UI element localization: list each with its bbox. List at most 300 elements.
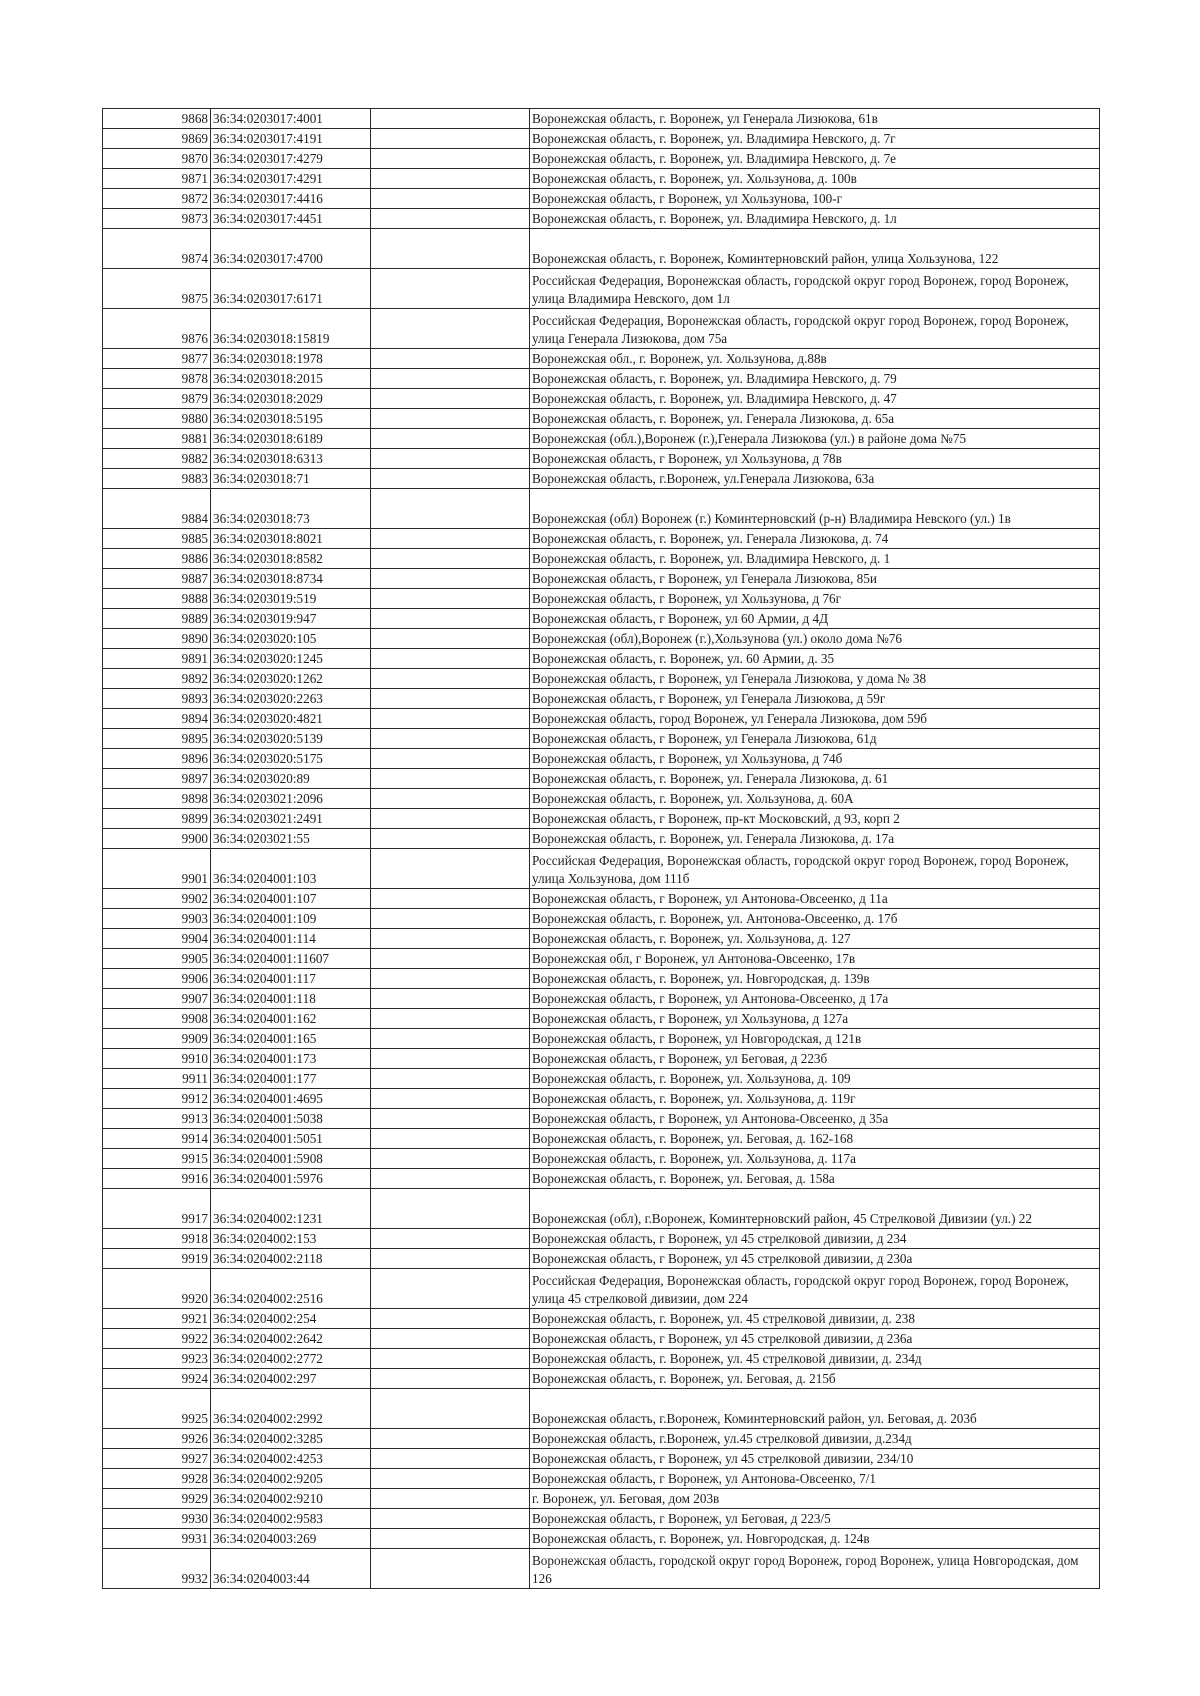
empty-cell [371, 549, 530, 569]
row-number: 9888 [103, 589, 211, 609]
table-row [103, 809, 1100, 829]
table-row [103, 1489, 1100, 1509]
cadastral-number: 36:34:0204001:4695 [211, 1089, 371, 1109]
cadastral-number: 36:34:0204001:117 [211, 969, 371, 989]
empty-cell [371, 189, 530, 209]
cadastral-number: 36:34:0203018:15819 [211, 309, 371, 349]
address: Воронежская область, г. Воронеж, ул. Хользунова, д. 109 [530, 1069, 1100, 1089]
address: Воронежская область, г. Воронеж, ул. Генерала Лизюкова, д. 74 [530, 529, 1100, 549]
cadastral-number: 36:34:0203018:6189 [211, 429, 371, 449]
cadastral-number: 36:34:0203020:5139 [211, 729, 371, 749]
row-number: 9920 [103, 1269, 211, 1309]
address: Воронежская (обл), г.Воронеж, Коминтерновский район, 45 Стрелковой Дивизии (ул.) 22 [530, 1189, 1100, 1229]
empty-cell [371, 909, 530, 929]
cadastral-number: 36:34:0203018:8582 [211, 549, 371, 569]
cadastral-number: 36:34:0203017:4451 [211, 209, 371, 229]
row-number: 9901 [103, 849, 211, 889]
empty-cell [371, 1489, 530, 1509]
address: Воронежская область, г. Воронеж, ул. Беговая, д. 158а [530, 1169, 1100, 1189]
empty-cell [371, 889, 530, 909]
cadastral-number: 36:34:0203020:1262 [211, 669, 371, 689]
address: Воронежская область, г Воронеж, ул 45 стрелковой дивизии, д 234 [530, 1229, 1100, 1249]
cadastral-number: 36:34:0203017:4279 [211, 149, 371, 169]
address: Воронежская область, г Воронеж, ул 60 Армии, д 4Д [530, 609, 1100, 629]
table-row [103, 269, 1100, 309]
empty-cell [371, 1189, 530, 1229]
empty-cell [371, 429, 530, 449]
address: Воронежская область, г Воронеж, ул Генерала Лизюкова, 85и [530, 569, 1100, 589]
table-row [103, 1509, 1100, 1529]
cadastral-number: 36:34:0203019:519 [211, 589, 371, 609]
cadastral-number: 36:34:0204001:114 [211, 929, 371, 949]
row-number: 9921 [103, 1309, 211, 1329]
empty-cell [371, 1369, 530, 1389]
address: Воронежская область, г Воронеж, ул Генерала Лизюкова, д 59г [530, 689, 1100, 709]
empty-cell [371, 409, 530, 429]
row-number: 9871 [103, 169, 211, 189]
table-row [103, 549, 1100, 569]
table-row [103, 1329, 1100, 1349]
cadastral-number: 36:34:0203021:2491 [211, 809, 371, 829]
cadastral-number: 36:34:0204002:2642 [211, 1329, 371, 1349]
table-row [103, 949, 1100, 969]
address: Воронежская область, г. Воронеж, Коминтерновский район, улица Хользунова, 122 [530, 229, 1100, 269]
table-row [103, 209, 1100, 229]
address: Воронежская область, г. Воронеж, ул Генерала Лизюкова, 61в [530, 109, 1100, 129]
cadastral-number: 36:34:0203017:4191 [211, 129, 371, 149]
address: Воронежская область, г Воронеж, ул Антонова-Овсеенко, д 11а [530, 889, 1100, 909]
table-row [103, 389, 1100, 409]
empty-cell [371, 1509, 530, 1529]
cadastral-number: 36:34:0204001:173 [211, 1049, 371, 1069]
cadastral-number: 36:34:0204001:165 [211, 1029, 371, 1049]
row-number: 9915 [103, 1149, 211, 1169]
cadastral-number: 36:34:0204002:2516 [211, 1269, 371, 1309]
empty-cell [371, 969, 530, 989]
table-row [103, 1449, 1100, 1469]
row-number: 9890 [103, 629, 211, 649]
empty-cell [371, 689, 530, 709]
empty-cell [371, 1069, 530, 1089]
table-row [103, 1369, 1100, 1389]
empty-cell [371, 169, 530, 189]
empty-cell [371, 149, 530, 169]
address: Воронежская (обл.),Воронеж (г.),Генерала Лизюкова (ул.) в районе дома №75 [530, 429, 1100, 449]
cadastral-number: 36:34:0203018:6313 [211, 449, 371, 469]
cadastral-number: 36:34:0204002:2118 [211, 1249, 371, 1269]
empty-cell [371, 209, 530, 229]
row-number: 9918 [103, 1229, 211, 1249]
table-row [103, 929, 1100, 949]
cadastral-number: 36:34:0203018:1978 [211, 349, 371, 369]
row-number: 9905 [103, 949, 211, 969]
cadastral-number: 36:34:0203018:8021 [211, 529, 371, 549]
address: Воронежская (обл),Воронеж (г.),Хользунова (ул.) около дома №76 [530, 629, 1100, 649]
cadastral-number: 36:34:0203021:55 [211, 829, 371, 849]
table-row [103, 689, 1100, 709]
row-number: 9926 [103, 1429, 211, 1449]
table-row [103, 1029, 1100, 1049]
address: Воронежская область, г. Воронеж, ул. Владимира Невского, д. 7е [530, 149, 1100, 169]
table-row [103, 149, 1100, 169]
empty-cell [371, 1089, 530, 1109]
cadastral-number: 36:34:0203020:89 [211, 769, 371, 789]
cadastral-number: 36:34:0204002:9583 [211, 1509, 371, 1529]
empty-cell [371, 469, 530, 489]
table-row [103, 129, 1100, 149]
address: Воронежская область, г Воронеж, ул Хользунова, д 74б [530, 749, 1100, 769]
cadastral-number: 36:34:0203017:4001 [211, 109, 371, 129]
table-row [103, 1469, 1100, 1489]
table-row [103, 729, 1100, 749]
address: Воронежская область, г. Воронеж, ул. Хользунова, д. 60А [530, 789, 1100, 809]
row-number: 9879 [103, 389, 211, 409]
empty-cell [371, 1229, 530, 1249]
table-row [103, 589, 1100, 609]
address: Воронежская (обл) Воронеж (г.) Коминтерновский (р-н) Владимира Невского (ул.) 1в [530, 489, 1100, 529]
address: Российская Федерация, Воронежская область, городской округ город Воронеж, город Воронеж, улица Владимира Невского, дом 1л [530, 269, 1100, 309]
table-row [103, 1189, 1100, 1229]
empty-cell [371, 1429, 530, 1449]
empty-cell [371, 569, 530, 589]
row-number: 9885 [103, 529, 211, 549]
cadastral-number: 36:34:0204001:5976 [211, 1169, 371, 1189]
empty-cell [371, 809, 530, 829]
cadastral-number: 36:34:0203018:71 [211, 469, 371, 489]
row-number: 9880 [103, 409, 211, 429]
empty-cell [371, 1169, 530, 1189]
address: Воронежская область, г Воронеж, ул 45 стрелковой дивизии, 234/10 [530, 1449, 1100, 1469]
empty-cell [371, 629, 530, 649]
row-number: 9894 [103, 709, 211, 729]
table-row [103, 529, 1100, 549]
empty-cell [371, 529, 530, 549]
table-row [103, 789, 1100, 809]
row-number: 9909 [103, 1029, 211, 1049]
cadastral-number: 36:34:0204001:103 [211, 849, 371, 889]
empty-cell [371, 589, 530, 609]
address: Воронежская область, городской округ город Воронеж, город Воронеж, улица Новгородская, дом 126 [530, 1549, 1100, 1589]
cadastral-number: 36:34:0203020:2263 [211, 689, 371, 709]
address: Воронежская область, г Воронеж, ул Генерала Лизюкова, у дома № 38 [530, 669, 1100, 689]
empty-cell [371, 849, 530, 889]
table-row [103, 1429, 1100, 1449]
row-number: 9881 [103, 429, 211, 449]
address: Российская Федерация, Воронежская область, городской округ город Воронеж, город Воронеж, улица 45 стрелковой дивизии, дом 224 [530, 1269, 1100, 1309]
cadastral-number: 36:34:0204001:5038 [211, 1109, 371, 1129]
address: Воронежская обл, г Воронеж, ул Антонова-Овсеенко, 17в [530, 949, 1100, 969]
row-number: 9884 [103, 489, 211, 529]
empty-cell [371, 1109, 530, 1129]
row-number: 9932 [103, 1549, 211, 1589]
empty-cell [371, 1049, 530, 1069]
cadastral-number: 36:34:0203020:5175 [211, 749, 371, 769]
address: Воронежская область, г. Воронеж, ул. Владимира Невского, д. 79 [530, 369, 1100, 389]
cadastral-number: 36:34:0204002:9205 [211, 1469, 371, 1489]
cadastral-number: 36:34:0203017:4291 [211, 169, 371, 189]
address: Воронежская область, г Воронеж, ул Беговая, д 223б [530, 1049, 1100, 1069]
address: Воронежская область, г. Воронеж, ул. 60 Армии, д. 35 [530, 649, 1100, 669]
row-number: 9869 [103, 129, 211, 149]
empty-cell [371, 609, 530, 629]
table-row [103, 649, 1100, 669]
address: Воронежская область, г Воронеж, ул Новгородская, д 121в [530, 1029, 1100, 1049]
empty-cell [371, 129, 530, 149]
table-row [103, 669, 1100, 689]
address: Воронежская область, г. Воронеж, ул. 45 стрелковой дивизии, д. 234д [530, 1349, 1100, 1369]
row-number: 9898 [103, 789, 211, 809]
cadastral-number: 36:34:0204001:11607 [211, 949, 371, 969]
address: Воронежская область, г. Воронеж, ул. Генерала Лизюкова, д. 61 [530, 769, 1100, 789]
row-number: 9922 [103, 1329, 211, 1349]
table-row [103, 709, 1100, 729]
empty-cell [371, 989, 530, 1009]
row-number: 9907 [103, 989, 211, 1009]
address: Воронежская область, г Воронеж, ул 45 стрелковой дивизии, д 230а [530, 1249, 1100, 1269]
row-number: 9931 [103, 1529, 211, 1549]
table-row [103, 409, 1100, 429]
table-row [103, 169, 1100, 189]
table-row [103, 969, 1100, 989]
cadastral-number: 36:34:0204001:177 [211, 1069, 371, 1089]
row-number: 9912 [103, 1089, 211, 1109]
row-number: 9887 [103, 569, 211, 589]
address: Воронежская область, г.Воронеж, ул.Генерала Лизюкова, 63а [530, 469, 1100, 489]
table-row [103, 1109, 1100, 1129]
row-number: 9919 [103, 1249, 211, 1269]
table-row [103, 1129, 1100, 1149]
empty-cell [371, 269, 530, 309]
table-row [103, 1349, 1100, 1369]
empty-cell [371, 1469, 530, 1489]
cadastral-number: 36:34:0204003:44 [211, 1549, 371, 1589]
row-number: 9892 [103, 669, 211, 689]
empty-cell [371, 1149, 530, 1169]
row-number: 9874 [103, 229, 211, 269]
table-row [103, 889, 1100, 909]
cadastral-number: 36:34:0204001:5908 [211, 1149, 371, 1169]
address: Воронежская область, г. Воронеж, ул. Новгородская, д. 139в [530, 969, 1100, 989]
table-row [103, 1389, 1100, 1429]
address: Воронежская область, г Воронеж, ул Антонова-Овсеенко, 7/1 [530, 1469, 1100, 1489]
table-row [103, 1309, 1100, 1329]
address: Воронежская область, г. Воронеж, ул. Беговая, д. 162-168 [530, 1129, 1100, 1149]
table-row [103, 229, 1100, 269]
row-number: 9882 [103, 449, 211, 469]
address: Воронежская область, г Воронеж, пр-кт Московский, д 93, корп 2 [530, 809, 1100, 829]
row-number: 9900 [103, 829, 211, 849]
row-number: 9923 [103, 1349, 211, 1369]
empty-cell [371, 1029, 530, 1049]
table-row [103, 829, 1100, 849]
empty-cell [371, 749, 530, 769]
address: Воронежская область, г. Воронеж, ул. Хользунова, д. 100в [530, 169, 1100, 189]
empty-cell [371, 349, 530, 369]
cadastral-number: 36:34:0204002:297 [211, 1369, 371, 1389]
address: Воронежская область, г Воронеж, ул Хользунова, д 78в [530, 449, 1100, 469]
empty-cell [371, 709, 530, 729]
row-number: 9925 [103, 1389, 211, 1429]
row-number: 9899 [103, 809, 211, 829]
address: Воронежская область, г Воронеж, ул 45 стрелковой дивизии, д 236а [530, 1329, 1100, 1349]
cadastral-number: 36:34:0203020:1245 [211, 649, 371, 669]
row-number: 9883 [103, 469, 211, 489]
cadastral-number: 36:34:0203018:73 [211, 489, 371, 529]
cadastral-number: 36:34:0204001:5051 [211, 1129, 371, 1149]
cadastral-number: 36:34:0204001:109 [211, 909, 371, 929]
address: Воронежская область, г. Воронеж, ул. Хользунова, д. 119г [530, 1089, 1100, 1109]
table-row [103, 989, 1100, 1009]
cadastral-number: 36:34:0204002:2992 [211, 1389, 371, 1429]
address: Воронежская область, г. Воронеж, ул. Хользунова, д. 117а [530, 1149, 1100, 1169]
cadastral-number: 36:34:0203018:2015 [211, 369, 371, 389]
cadastral-number: 36:34:0204002:9210 [211, 1489, 371, 1509]
empty-cell [371, 1449, 530, 1469]
row-number: 9876 [103, 309, 211, 349]
row-number: 9906 [103, 969, 211, 989]
cadastral-number: 36:34:0204002:153 [211, 1229, 371, 1249]
cadastral-number: 36:34:0204001:118 [211, 989, 371, 1009]
cadastral-number: 36:34:0204002:2772 [211, 1349, 371, 1369]
empty-cell [371, 1249, 530, 1269]
table-row [103, 849, 1100, 889]
cadastral-number: 36:34:0203019:947 [211, 609, 371, 629]
row-number: 9903 [103, 909, 211, 929]
address: Воронежская область, г Воронеж, ул Хользунова, д 76г [530, 589, 1100, 609]
table-row [103, 1249, 1100, 1269]
empty-cell [371, 449, 530, 469]
address: Воронежская область, г Воронеж, ул Хользунова, 100-г [530, 189, 1100, 209]
row-number: 9914 [103, 1129, 211, 1149]
row-number: 9891 [103, 649, 211, 669]
table-row [103, 769, 1100, 789]
table-row [103, 469, 1100, 489]
cadastral-number: 36:34:0203020:105 [211, 629, 371, 649]
row-number: 9902 [103, 889, 211, 909]
address: Воронежская область, г Воронеж, ул Беговая, д 223/5 [530, 1509, 1100, 1529]
table-row [103, 309, 1100, 349]
table-row [103, 1229, 1100, 1249]
empty-cell [371, 1349, 530, 1369]
row-number: 9916 [103, 1169, 211, 1189]
row-number: 9913 [103, 1109, 211, 1129]
empty-cell [371, 1129, 530, 1149]
row-number: 9889 [103, 609, 211, 629]
cadastral-number: 36:34:0204002:3285 [211, 1429, 371, 1449]
cadastral-number: 36:34:0204001:162 [211, 1009, 371, 1029]
table-row [103, 449, 1100, 469]
cadastral-number: 36:34:0203018:8734 [211, 569, 371, 589]
cadastral-number: 36:34:0204002:254 [211, 1309, 371, 1329]
row-number: 9911 [103, 1069, 211, 1089]
empty-cell [371, 929, 530, 949]
address: Воронежская область, г. Воронеж, ул. Хользунова, д. 127 [530, 929, 1100, 949]
empty-cell [371, 109, 530, 129]
table-row [103, 489, 1100, 529]
cadastral-number: 36:34:0203018:5195 [211, 409, 371, 429]
table-row [103, 1009, 1100, 1029]
cadastral-number: 36:34:0203018:2029 [211, 389, 371, 409]
cadastral-number: 36:34:0203020:4821 [211, 709, 371, 729]
empty-cell [371, 829, 530, 849]
empty-cell [371, 1529, 530, 1549]
row-number: 9917 [103, 1189, 211, 1229]
table-row [103, 629, 1100, 649]
empty-cell [371, 669, 530, 689]
table-row [103, 189, 1100, 209]
document-page [102, 108, 1099, 1589]
row-number: 9868 [103, 109, 211, 129]
empty-cell [371, 1329, 530, 1349]
address: Воронежская область, город Воронеж, ул Генерала Лизюкова, дом 59б [530, 709, 1100, 729]
row-number: 9870 [103, 149, 211, 169]
row-number: 9927 [103, 1449, 211, 1469]
cadastral-number: 36:34:0204002:4253 [211, 1449, 371, 1469]
table-row [103, 109, 1100, 129]
table-row [103, 1269, 1100, 1309]
cadastral-number: 36:34:0203021:2096 [211, 789, 371, 809]
table-row [103, 609, 1100, 629]
empty-cell [371, 389, 530, 409]
cadastral-number: 36:34:0203017:4700 [211, 229, 371, 269]
table-row [103, 1169, 1100, 1189]
table-row [103, 1049, 1100, 1069]
row-number: 9924 [103, 1369, 211, 1389]
empty-cell [371, 229, 530, 269]
row-number: 9878 [103, 369, 211, 389]
address: Воронежская обл., г. Воронеж, ул. Хользунова, д.88в [530, 349, 1100, 369]
row-number: 9893 [103, 689, 211, 709]
table-row [103, 1529, 1100, 1549]
row-number: 9897 [103, 769, 211, 789]
address: Воронежская область, г.Воронеж, Коминтерновский район, ул. Беговая, д. 203б [530, 1389, 1100, 1429]
empty-cell [371, 1389, 530, 1429]
empty-cell [371, 1009, 530, 1029]
row-number: 9928 [103, 1469, 211, 1489]
empty-cell [371, 949, 530, 969]
empty-cell [371, 1269, 530, 1309]
row-number: 9896 [103, 749, 211, 769]
address: Воронежская область, г. Воронеж, ул. 45 стрелковой дивизии, д. 238 [530, 1309, 1100, 1329]
address: Воронежская область, г. Воронеж, ул. Владимира Невского, д. 1 [530, 549, 1100, 569]
empty-cell [371, 489, 530, 529]
address: Воронежская область, г Воронеж, ул Антонова-Овсеенко, д 17а [530, 989, 1100, 1009]
cadastral-table [102, 108, 1100, 1589]
cadastral-number: 36:34:0204001:107 [211, 889, 371, 909]
row-number: 9895 [103, 729, 211, 749]
cadastral-number: 36:34:0203017:4416 [211, 189, 371, 209]
row-number: 9875 [103, 269, 211, 309]
table-row [103, 569, 1100, 589]
address: г. Воронеж, ул. Беговая, дом 203в [530, 1489, 1100, 1509]
cadastral-number: 36:34:0203017:6171 [211, 269, 371, 309]
empty-cell [371, 369, 530, 389]
empty-cell [371, 1549, 530, 1589]
address: Российская Федерация, Воронежская область, городской округ город Воронеж, город Воронеж, улица Хользунова, дом 111б [530, 849, 1100, 889]
address: Воронежская область, г. Воронеж, ул. Генерала Лизюкова, д. 65а [530, 409, 1100, 429]
table-row [103, 1549, 1100, 1589]
table-row [103, 429, 1100, 449]
empty-cell [371, 769, 530, 789]
row-number: 9910 [103, 1049, 211, 1069]
table-row [103, 1069, 1100, 1089]
address: Воронежская область, г. Воронеж, ул. Генерала Лизюкова, д. 17а [530, 829, 1100, 849]
empty-cell [371, 789, 530, 809]
row-number: 9929 [103, 1489, 211, 1509]
address: Воронежская область, г Воронеж, ул Хользунова, д 127а [530, 1009, 1100, 1029]
address: Воронежская область, г. Воронеж, ул. Владимира Невского, д. 47 [530, 389, 1100, 409]
table-row [103, 909, 1100, 929]
